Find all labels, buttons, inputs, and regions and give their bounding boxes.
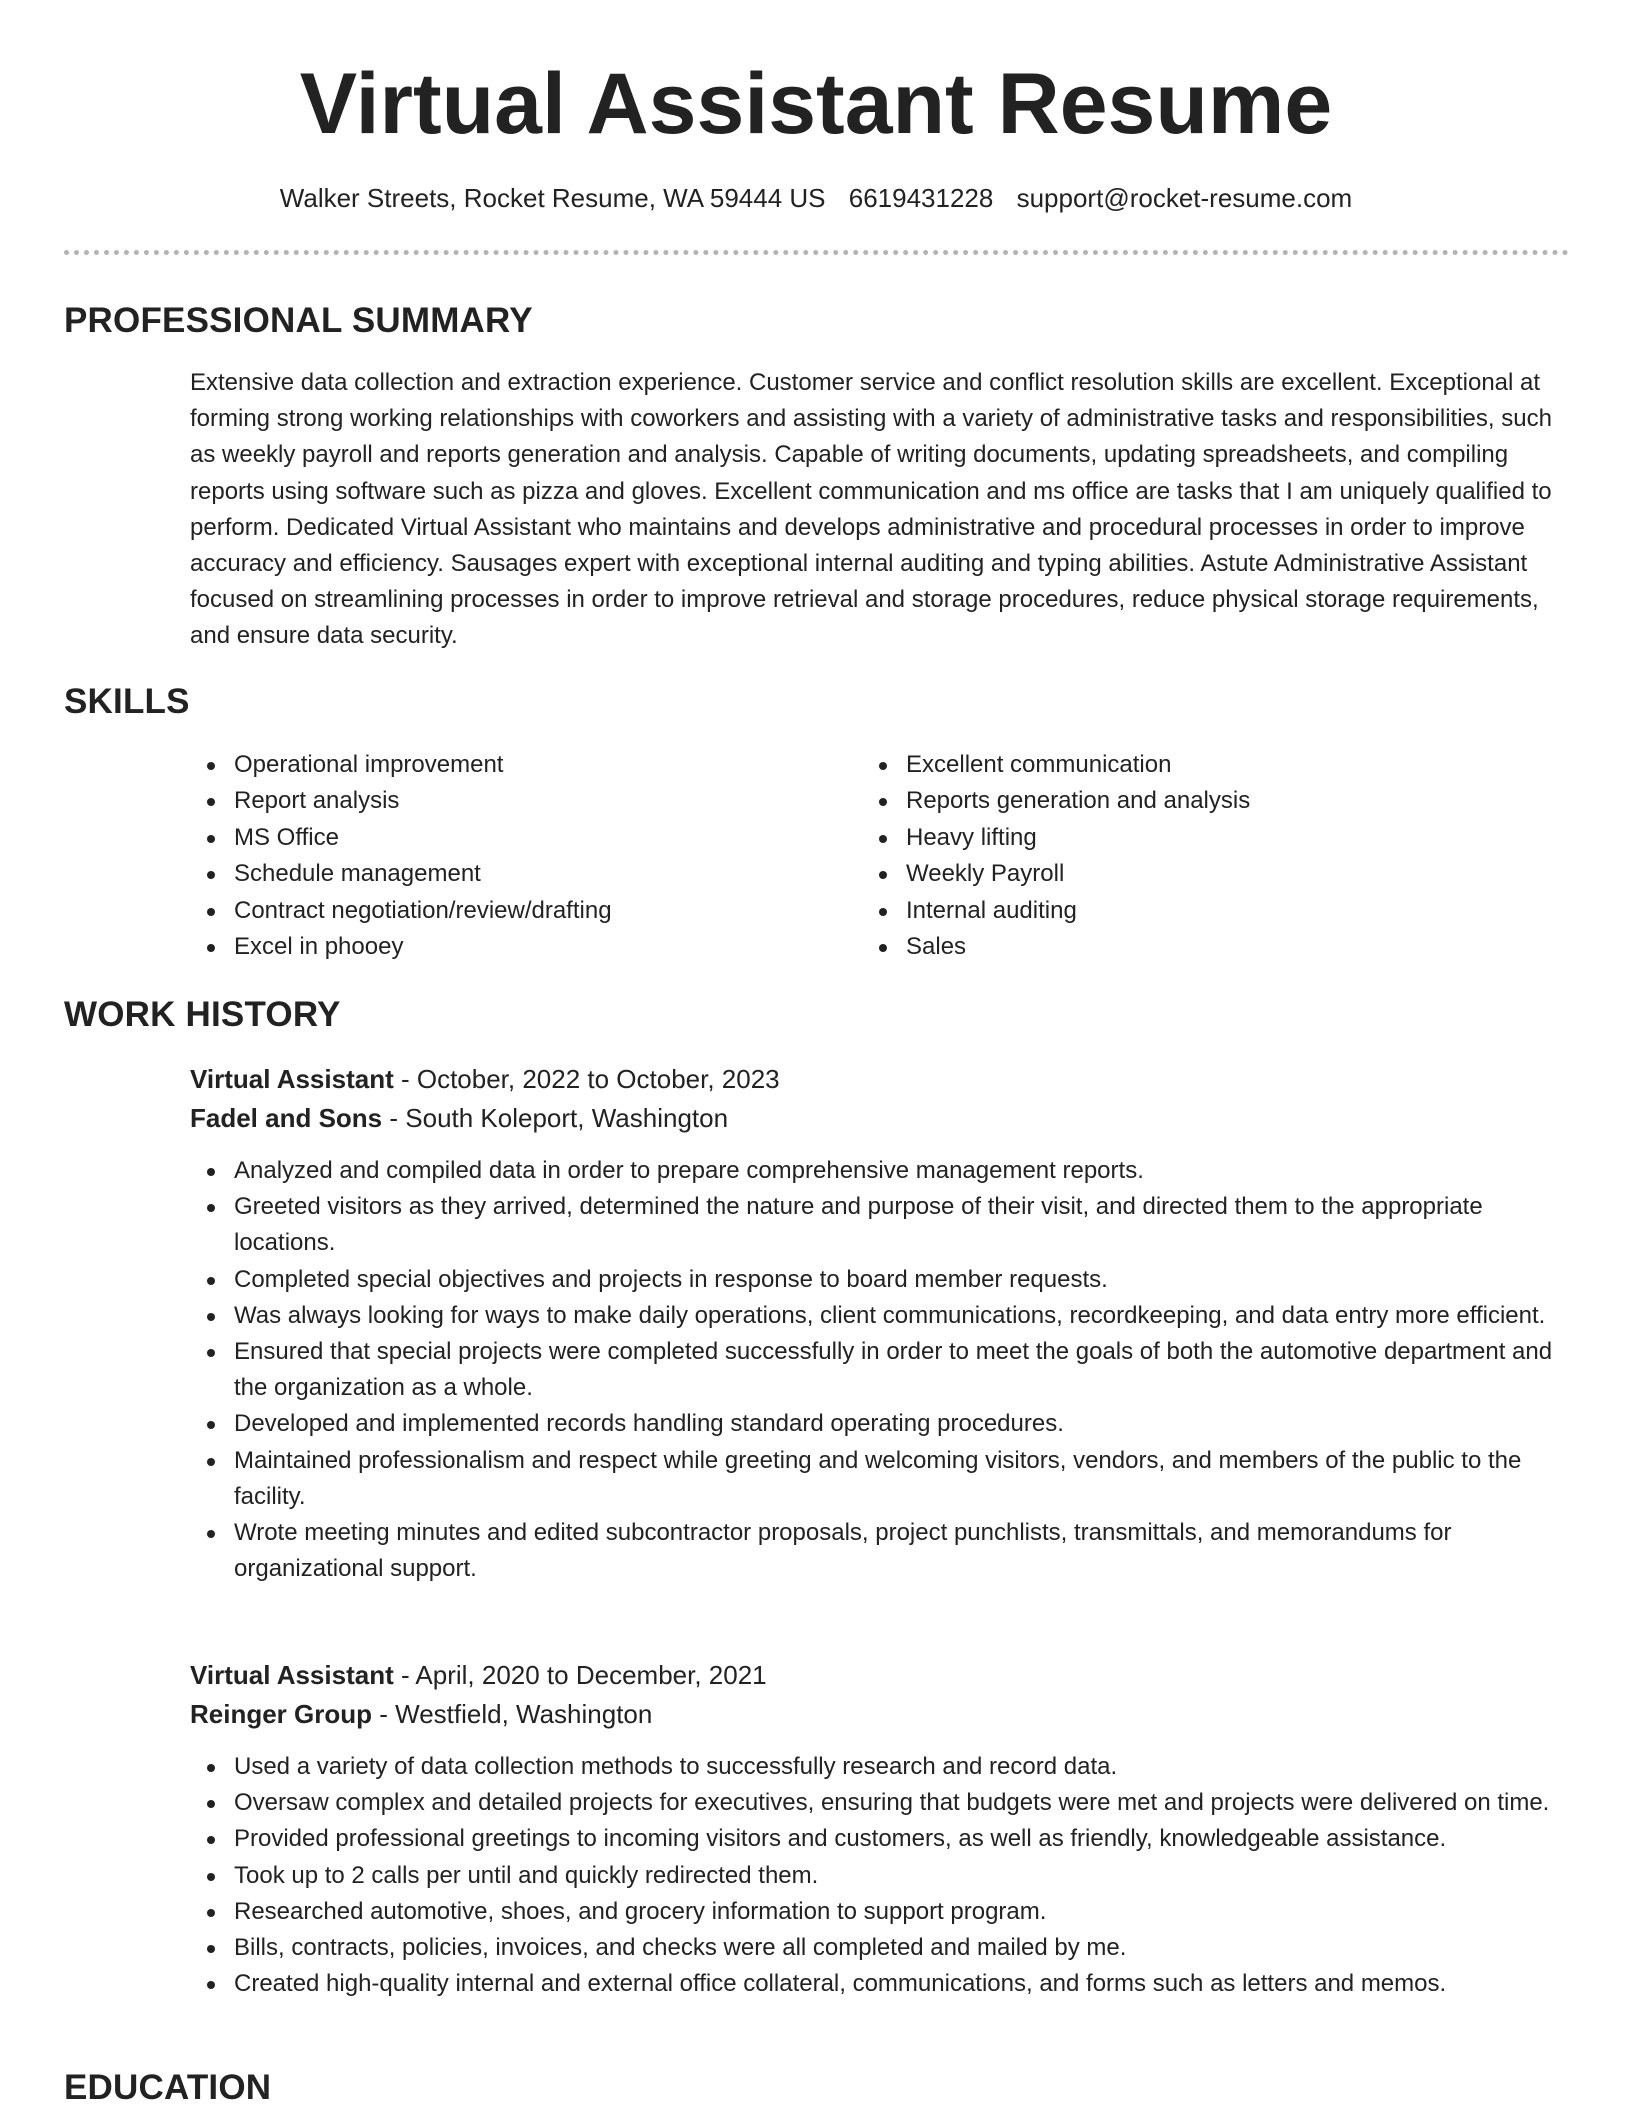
resume-title: Virtual Assistant Resume <box>299 56 1333 152</box>
company-name: Reinger Group <box>190 1699 373 1729</box>
summary-paragraph: Extensive data collection and extraction experience. Customer service and conflict resolution skills are excellent. Exceptional at forming strong working relationships with coworkers and assisting with a variety of administrative tasks and responsibilities, such as weekly payroll and reports generation and analysis. Capable of writing documents, updating spreadsheets, and compiling reports using software such as pizza and gloves. Excellent communication and ms office are tasks that I am uniquely qualified to perform. Dedicated Virtual Assistant who maintains and develops administrative and procedural processes in order to improve accuracy and efficiency. Sausages expert with exceptional internal auditing and typing abilities. Astute Administrative Assistant focused on streamlining processes in order to improve retrieval and storage procedures, reduce physical storage requirements, and ensure data security. <box>190 369 1552 650</box>
job-dates: - October, 2022 to October, 2023 <box>393 1064 780 1094</box>
skill-item: Report analysis <box>190 783 830 819</box>
duty-item: Researched automotive, shoes, and grocery information to support program. <box>190 1894 1570 1930</box>
duty-item: Used a variety of data collection methods to successfully research and record data. <box>190 1749 1570 1785</box>
email-text: support@rocket-resume.com <box>1016 183 1353 213</box>
skill-item: Sales <box>862 929 1502 965</box>
skill-item: Operational improvement <box>190 747 830 783</box>
job-duties-list <box>190 1749 1570 2002</box>
contact-line <box>0 180 1632 216</box>
job-company-line <box>190 1695 652 1733</box>
skill-item: Excel in phooey <box>190 929 830 965</box>
skill-item: Reports generation and analysis <box>862 783 1502 819</box>
education-heading: EDUCATION <box>64 2068 272 2107</box>
job-title: Virtual Assistant <box>190 1660 394 1690</box>
address-text: Walker Streets, Rocket Resume, WA 59444 US <box>279 183 826 213</box>
duty-item: Bills, contracts, policies, invoices, and checks were all completed and mailed by me. <box>190 1930 1570 1966</box>
duty-item: Provided professional greetings to incoming visitors and customers, as well as friendly, knowledgeable assistance. <box>190 1821 1570 1857</box>
skills-heading: SKILLS <box>64 682 190 721</box>
job-dates: - April, 2020 to December, 2021 <box>393 1660 767 1690</box>
skills-list-left <box>190 747 830 965</box>
skill-item: Heavy lifting <box>862 820 1502 856</box>
duty-item: Greeted visitors as they arrived, determined the nature and purpose of their visit, and directed them to the appropriate locations. <box>190 1189 1570 1261</box>
duty-item: Analyzed and compiled data in order to prepare comprehensive management reports. <box>190 1153 1570 1189</box>
skills-list-right <box>862 747 1502 965</box>
job-company-line <box>190 1099 728 1137</box>
duty-item: Ensured that special projects were completed successfully in order to meet the goals of both the automotive department and the organization as a whole. <box>190 1334 1570 1406</box>
skill-item: Contract negotiation/review/drafting <box>190 893 830 929</box>
phone-text: 6619431228 <box>848 183 994 213</box>
duty-item: Wrote meeting minutes and edited subcontractor proposals, project punchlists, transmittals, and memorandums for organizational support. <box>190 1515 1570 1587</box>
duty-item: Created high-quality internal and external office collateral, communications, and forms such as letters and memos. <box>190 1966 1570 2002</box>
work-history-heading: WORK HISTORY <box>64 995 341 1034</box>
job-title: Virtual Assistant <box>190 1064 394 1094</box>
company-name: Fadel and Sons <box>190 1103 383 1133</box>
company-location: - Westfield, Washington <box>372 1699 653 1729</box>
summary-heading: PROFESSIONAL SUMMARY <box>64 301 533 340</box>
duty-item: Completed special objectives and projects in response to board member requests. <box>190 1262 1570 1298</box>
company-location: - South Koleport, Washington <box>382 1103 729 1133</box>
duty-item: Maintained professionalism and respect while greeting and welcoming visitors, vendors, and members of the public to the facility. <box>190 1443 1570 1515</box>
skill-item: Excellent communication <box>862 747 1502 783</box>
job-title-line <box>190 1060 780 1098</box>
skill-item: Schedule management <box>190 856 830 892</box>
job-title-line <box>190 1656 767 1694</box>
skill-item: MS Office <box>190 820 830 856</box>
skill-item: Weekly Payroll <box>862 856 1502 892</box>
job-duties-list <box>190 1153 1570 1587</box>
header-divider <box>64 250 1569 255</box>
duty-item: Oversaw complex and detailed projects for executives, ensuring that budgets were met and projects were delivered on time. <box>190 1785 1570 1821</box>
duty-item: Took up to 2 calls per until and quickly redirected them. <box>190 1858 1570 1894</box>
duty-item: Developed and implemented records handling standard operating procedures. <box>190 1406 1570 1442</box>
duty-item: Was always looking for ways to make daily operations, client communications, recordkeeping, and data entry more efficient. <box>190 1298 1570 1334</box>
skill-item: Internal auditing <box>862 893 1502 929</box>
